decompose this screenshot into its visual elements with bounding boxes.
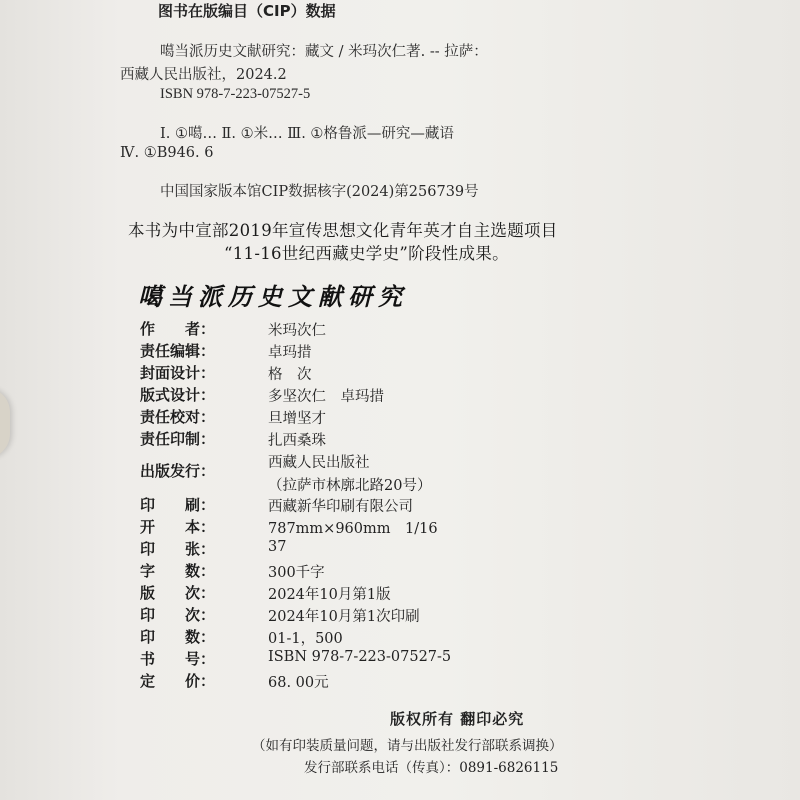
detail-label: 印 数： — [140, 628, 216, 646]
detail-label: 书 号： — [140, 650, 216, 668]
cip-header: 图书在版编目（CIP）数据 — [158, 2, 336, 20]
detail-row — [140, 406, 760, 428]
detail-row — [140, 560, 760, 582]
cip-classification: Ⅰ. ①噶… Ⅱ. ①米… Ⅲ. ①格鲁派—研究—藏语 — [160, 126, 454, 142]
detail-label: 责任印制： — [140, 430, 216, 448]
detail-label: 印 刷： — [140, 496, 216, 514]
detail-label: 作 者： — [140, 320, 216, 338]
detail-label: 开 本： — [140, 518, 216, 536]
detail-value: 西藏新华印刷有限公司 — [268, 499, 413, 515]
page-curl — [0, 388, 10, 458]
detail-label: 定 价： — [140, 672, 216, 690]
detail-row — [140, 604, 760, 626]
footer-note: （如有印装质量问题，请与出版社发行部联系调换） — [252, 738, 563, 754]
detail-value: 格 次 — [268, 367, 312, 383]
detail-label: 出版发行： — [140, 462, 216, 480]
detail-value: 2024年10月第1版 — [268, 587, 391, 603]
detail-row — [140, 516, 760, 538]
cip-line: 西藏人民出版社，2024.2 — [120, 67, 287, 83]
detail-value: 37 — [268, 539, 287, 555]
detail-row — [140, 538, 760, 560]
project-note: “11-16世纪西藏史学史”阶段性成果。 — [224, 244, 509, 263]
detail-value: 旦增坚才 — [268, 411, 326, 427]
detail-row — [140, 648, 760, 670]
detail-row — [140, 362, 760, 384]
detail-row — [140, 494, 760, 516]
detail-value: 扎西桑珠 — [268, 433, 326, 449]
detail-value: 2024年10月第1次印刷 — [268, 609, 420, 625]
footer-contact: 发行部联系电话（传真）：0891-6826115 — [304, 760, 559, 776]
project-note: 本书为中宣部2019年宣传思想文化青年英才自主选题项目 — [128, 221, 558, 240]
detail-value: 787mm×960mm 1/16 — [268, 521, 438, 537]
detail-value: 卓玛措 — [268, 345, 312, 361]
detail-row — [140, 340, 760, 362]
detail-row — [140, 384, 760, 406]
detail-value: 01-1，500 — [268, 631, 343, 647]
detail-label: 字 数： — [140, 562, 216, 580]
publisher-address: （拉萨市林廓北路20号） — [268, 478, 432, 494]
detail-label: 版式设计： — [140, 386, 216, 404]
publication-details — [140, 318, 760, 692]
detail-row — [140, 626, 760, 648]
detail-label: 印 次： — [140, 606, 216, 624]
detail-row — [140, 318, 760, 340]
book-title: 噶当派历史文献研究 — [138, 282, 408, 311]
detail-value: 68. 00元 — [268, 675, 329, 691]
detail-row — [140, 428, 760, 450]
cip-isbn: ISBN 978-7-223-07527-5 — [160, 86, 311, 102]
detail-label: 责任编辑： — [140, 342, 216, 360]
copyright-notice: 版权所有 翻印必究 — [390, 710, 525, 728]
detail-label: 版 次： — [140, 584, 216, 602]
cip-classification: Ⅳ. ①B946. 6 — [120, 145, 214, 161]
detail-label: 印 张： — [140, 540, 216, 558]
detail-row — [140, 450, 760, 494]
detail-row — [140, 670, 760, 692]
detail-value: 米玛次仁 — [268, 323, 326, 339]
detail-label: 责任校对： — [140, 408, 216, 426]
detail-value: 300千字 — [268, 565, 325, 581]
cip-record-number: 中国国家版本馆CIP数据核字(2024)第256739号 — [160, 184, 479, 200]
detail-value: ISBN 978-7-223-07527-5 — [268, 649, 452, 665]
detail-value: 多坚次仁 卓玛措 — [268, 389, 384, 405]
detail-row — [140, 582, 760, 604]
cip-line: 噶当派历史文献研究：藏文 / 米玛次仁著. -- 拉萨： — [160, 44, 488, 60]
detail-value: 西藏人民出版社 — [268, 455, 370, 471]
detail-label: 封面设计： — [140, 364, 216, 382]
